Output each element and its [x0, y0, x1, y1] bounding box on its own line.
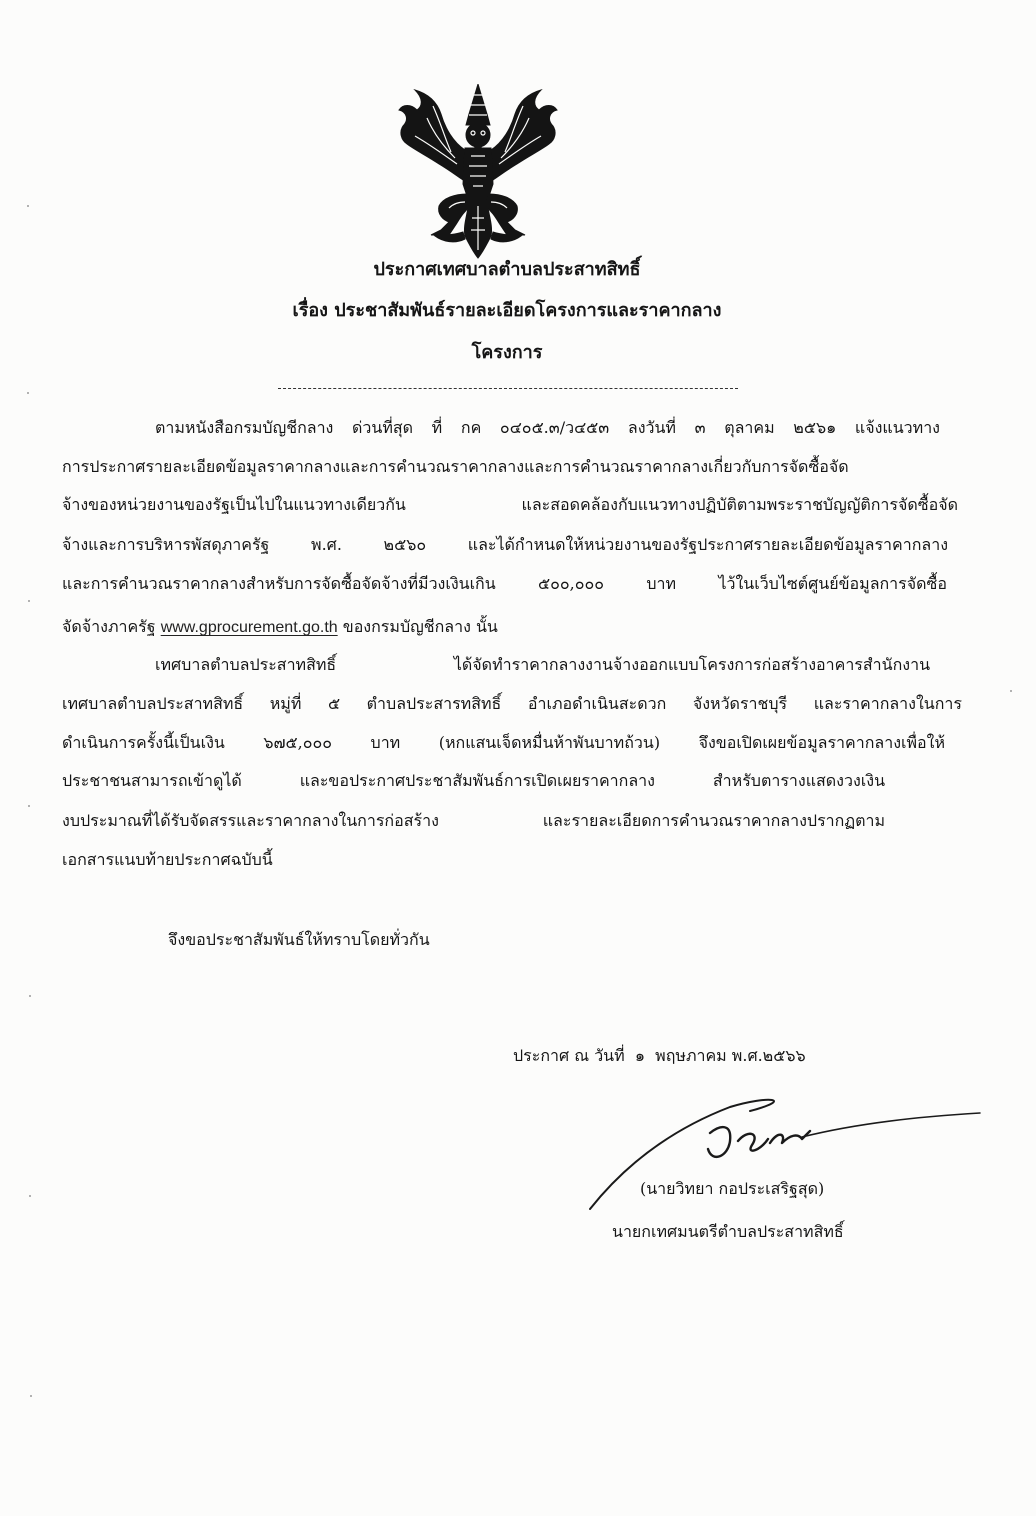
paragraph-1-last-suffix: ของกรมบัญชีกลาง นั้น [337, 617, 498, 636]
paragraph-2-line: งบประมาณที่ได้รับจัดสรรและราคากลางในการก่อสร้าง และรายละเอียดการคำนวณราคากลางปรากฏตาม [62, 811, 885, 830]
paragraph-1-line: จ้างของหน่วยงานของรัฐเป็นไปในแนวทางเดียวกัน และสอดคล้องกับแนวทางปฏิบัติตามพระราชบัญญัติการจัดซื้อจัด [62, 495, 958, 514]
scan-speck [29, 1195, 31, 1197]
closing-statement: จึงขอประชาสัมพันธ์ให้ทราบโดยทั่วกัน [168, 930, 430, 949]
paragraph-1-last-prefix: จัดจ้างภาครัฐ [62, 617, 161, 636]
paragraph-1-line: การประกาศรายละเอียดข้อมูลราคากลางและการคำนวณราคากลางและการคำนวณราคากลางเกี่ยวกับการจัดซื้อจัด [62, 457, 849, 476]
scan-speck [28, 805, 30, 807]
gprocurement-link: www.gprocurement.go.th [160, 619, 338, 636]
scan-speck [30, 1395, 32, 1397]
scan-speck [27, 392, 29, 394]
scan-speck [29, 995, 31, 997]
scan-speck [1010, 690, 1012, 692]
announcement-title: ประกาศเทศบาลตำบลประสาทสิทธิ์ [373, 259, 641, 280]
heading-divider [278, 388, 738, 389]
paragraph-2-line: ดำเนินการครั้งนี้เป็นเงิน ๖๗๕,๐๐๐ บาท (หกแสนเจ็ดหมื่นห้าพันบาทถ้วน) จึงขอเปิดเผยข้อมูลราคากลางเพื่อให้ [62, 733, 945, 752]
announcement-date: ประกาศ ณ วันที่ ๑ พฤษภาคม พ.ศ.๒๕๖๖ [513, 1046, 806, 1065]
announcement-subject: เรื่อง ประชาสัมพันธ์รายละเอียดโครงการและราคากลาง [292, 300, 722, 321]
paragraph-2-line: เอกสารแนบท้ายประกาศฉบับนี้ [62, 850, 273, 869]
project-label: โครงการ [471, 342, 543, 363]
paragraph-2-line: เทศบาลตำบลประสาทสิทธิ์ หมู่ที่ ๕ ตำบลประสารทสิทธิ์ อำเภอดำเนินสะดวก จังหวัดราชบุรี และราคากลางในการ [62, 694, 962, 713]
scan-speck [28, 600, 30, 602]
signatory-name: (นายวิทยา กอประเสริฐสุด) [640, 1179, 825, 1198]
garuda-emblem-icon [393, 84, 563, 259]
paragraph-1-line: และการคำนวณราคากลางสำหรับการจัดซื้อจัดจ้างที่มีวงเงินเกิน ๕๐๐,๐๐๐ บาท ไว้ในเว็บไซต์ศูนย์ข้อมูลการจัดซื้อ [62, 574, 947, 593]
paragraph-2-line: ประชาชนสามารถเข้าดูได้ และขอประกาศประชาสัมพันธ์การเปิดเผยราคากลาง สำหรับตารางแสดงวงเงิน [62, 771, 885, 790]
paragraph-1-last-line [62, 615, 498, 639]
paragraph-1-line: ตามหนังสือกรมบัญชีกลาง ด่วนที่สุด ที่ กค ๐๔๐๕.๓/ว๔๕๓ ลงวันที่ ๓ ตุลาคม ๒๕๖๑ แจ้งแนวทาง [155, 418, 940, 437]
paragraph-1-line: จ้างและการบริหารพัสดุภาครัฐ พ.ศ. ๒๕๖๐ และได้กำหนดให้หน่วยงานของรัฐประกาศรายละเอียดข้อมูลราคากลาง [62, 535, 948, 554]
scan-speck [27, 205, 29, 207]
paragraph-2-line: เทศบาลตำบลประสาทสิทธิ์ ได้จัดทำราคากลางงานจ้างออกแบบโครงการก่อสร้างอาคารสำนักงาน [155, 655, 930, 674]
signatory-position: นายกเทศมนตรีตำบลประสาทสิทธิ์ [612, 1222, 844, 1241]
